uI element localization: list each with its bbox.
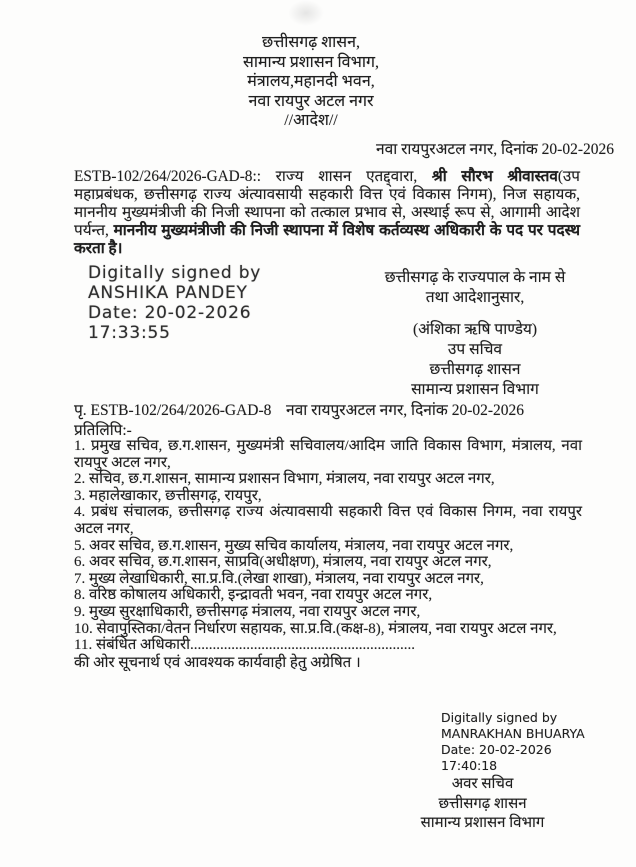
endorsement-reference-number: पृ. ESTB-102/264/2026-GAD-8 <box>74 402 272 419</box>
signing-authority-block <box>338 268 612 400</box>
authority-on-behalf-line1: छत्तीसगढ़ के राज्यपाल के नाम से <box>384 269 566 286</box>
copy-item-10: 10. सेवापुस्तिका/वेतन निर्धारण सहायक, सा.प्र.वि.(कक्ष-8), मंत्रालय, नवा रायपुर अटल नगर, <box>74 620 557 637</box>
authority-on-behalf-line2: तथा आदेशानुसार, <box>425 289 525 306</box>
order-text-posting: माननीय मुख्यमंत्रीजी की निजी स्थापना में विशेष कर्तव्यस्थ अधिकारी के पद पर पदस्थ करता है। <box>74 222 580 257</box>
signature2-name: MANRAKHAN BHUARYA <box>441 726 585 741</box>
authority-name: (अंशिका ऋषि पाण्डेय) <box>412 321 538 338</box>
place-date-line: नवा रायपुरअटल नगर, दिनांक 20-02-2026 <box>375 141 614 158</box>
letterhead <box>0 33 622 131</box>
authority-department: सामान्य प्रशासन विभाग <box>411 381 539 398</box>
signature1-time: 17:33:55 <box>88 323 171 343</box>
signature1-signed-by: Digitally signed by <box>88 263 262 283</box>
copy-item-11: 11. संबंधित अधिकारी............................................................ <box>74 637 416 654</box>
letterhead-government: छत्तीसगढ़ शासन, <box>262 34 360 51</box>
signature2-date: Date: 20-02-2026 <box>441 742 552 757</box>
copy-item-8: 8. वरिष्ठ कोषालय अधिकारी, इन्द्रावती भवन, नवा रायपुर अटल नगर, <box>74 587 433 604</box>
signatory2-designation-block <box>380 775 585 834</box>
order-body-paragraph <box>74 168 580 258</box>
order-text-middle: (उप महाप्रबंधक, छत्तीसगढ़ राज्य अंत्यावसायी सहकारी वित्त एवं विकास निगम), निज सहायक, माननीय मुख्यमंत्रीजी की निजी स्थापना को तत्काल प्रभाव से, अस्थाई रूप से, आगामी आदेश पर्यन्त, <box>74 168 580 239</box>
signature2-signed-by: Digitally signed by <box>441 710 558 725</box>
copy-item-5: 5. अवर सचिव, छ.ग.शासन, मुख्य सचिव कार्यालय, मंत्रालय, नवा रायपुर अटल नगर, <box>74 537 514 554</box>
officer-name: श्री सौरभ श्रीवास्तव <box>431 168 558 185</box>
scan-artifact <box>288 0 324 26</box>
signatory2-designation: अवर सचिव <box>451 776 514 792</box>
copy-distribution-list <box>74 438 582 671</box>
authority-designation: उप सचिव <box>447 341 503 358</box>
copy-item-3: 3. महालेखाकार, छत्तीसगढ़, रायपुर, <box>74 487 262 504</box>
signatory2-department: सामान्य प्रशासन विभाग <box>420 815 545 831</box>
order-title: //आदेश// <box>284 112 338 129</box>
signatory2-government: छत्तीसगढ़ शासन <box>438 795 527 812</box>
copy-item-6: 6. अवर सचिव, छ.ग.शासन, साप्रवि(अधीक्षण), मंत्रालय, नवा रायपुर अटल नगर, <box>74 554 492 571</box>
copy-item-2: 2. सचिव, छ.ग.शासन, सामान्य प्रशासन विभाग, मंत्रालय, नवा रायपुर अटल नगर, <box>74 471 495 488</box>
copy-item-7: 7. मुख्य लेखाधिकारी, सा.प्र.वि.(लेखा शाखा), मंत्रालय, नवा रायपुर अटल नगर, <box>74 570 484 587</box>
endorsement-reference-row <box>74 402 582 420</box>
order-text-lead: राज्य शासन एतद्द्वारा, <box>260 168 432 185</box>
copy-item-4: 4. प्रबंध संचालक, छत्तीसगढ़ राज्य अंत्यावसायी सहकारी वित्त एवं विकास निगम, नवा रायपुर अटल नगर, <box>74 504 582 537</box>
letterhead-building: मंत्रालय,महानदी भवन, <box>247 73 375 90</box>
letterhead-department: सामान्य प्रशासन विभाग, <box>243 53 379 71</box>
signature2-time: 17:40:18 <box>441 758 498 773</box>
digital-signature-anshika <box>88 263 261 343</box>
signature1-date: Date: 20-02-2026 <box>88 303 252 323</box>
order-reference-number: ESTB-102/264/2026-GAD-8:: <box>74 168 261 185</box>
copy-item-1: 1. प्रमुख सचिव, छ.ग.शासन, मुख्यमंत्री सचिवालय/आदिम जाति विकास विभाग, मंत्रालय, नवा रायपुर अटल नगर, <box>74 438 582 471</box>
copy-to-label: प्रतिलिपि:- <box>74 422 132 439</box>
endorsement-place-date: नवा रायपुरअटल नगर, दिनांक 20-02-2026 <box>286 402 525 419</box>
digital-signature-manrakhan <box>441 710 585 774</box>
copy-item-9: 9. मुख्य सुरक्षाधिकारी, छत्तीसगढ़ मंत्रालय, नवा रायपुर अटल नगर, <box>74 603 421 620</box>
signature1-name: ANSHIKA PANDEY <box>88 283 248 303</box>
letterhead-city: नवा रायपुर अटल नगर <box>248 92 374 110</box>
endorsement-closing-line: की ओर सूचनार्थ एवं आवश्यक कार्यवाही हेतु अग्रेषित । <box>74 654 361 671</box>
authority-government: छत्तीसगढ़ शासन <box>429 361 521 378</box>
